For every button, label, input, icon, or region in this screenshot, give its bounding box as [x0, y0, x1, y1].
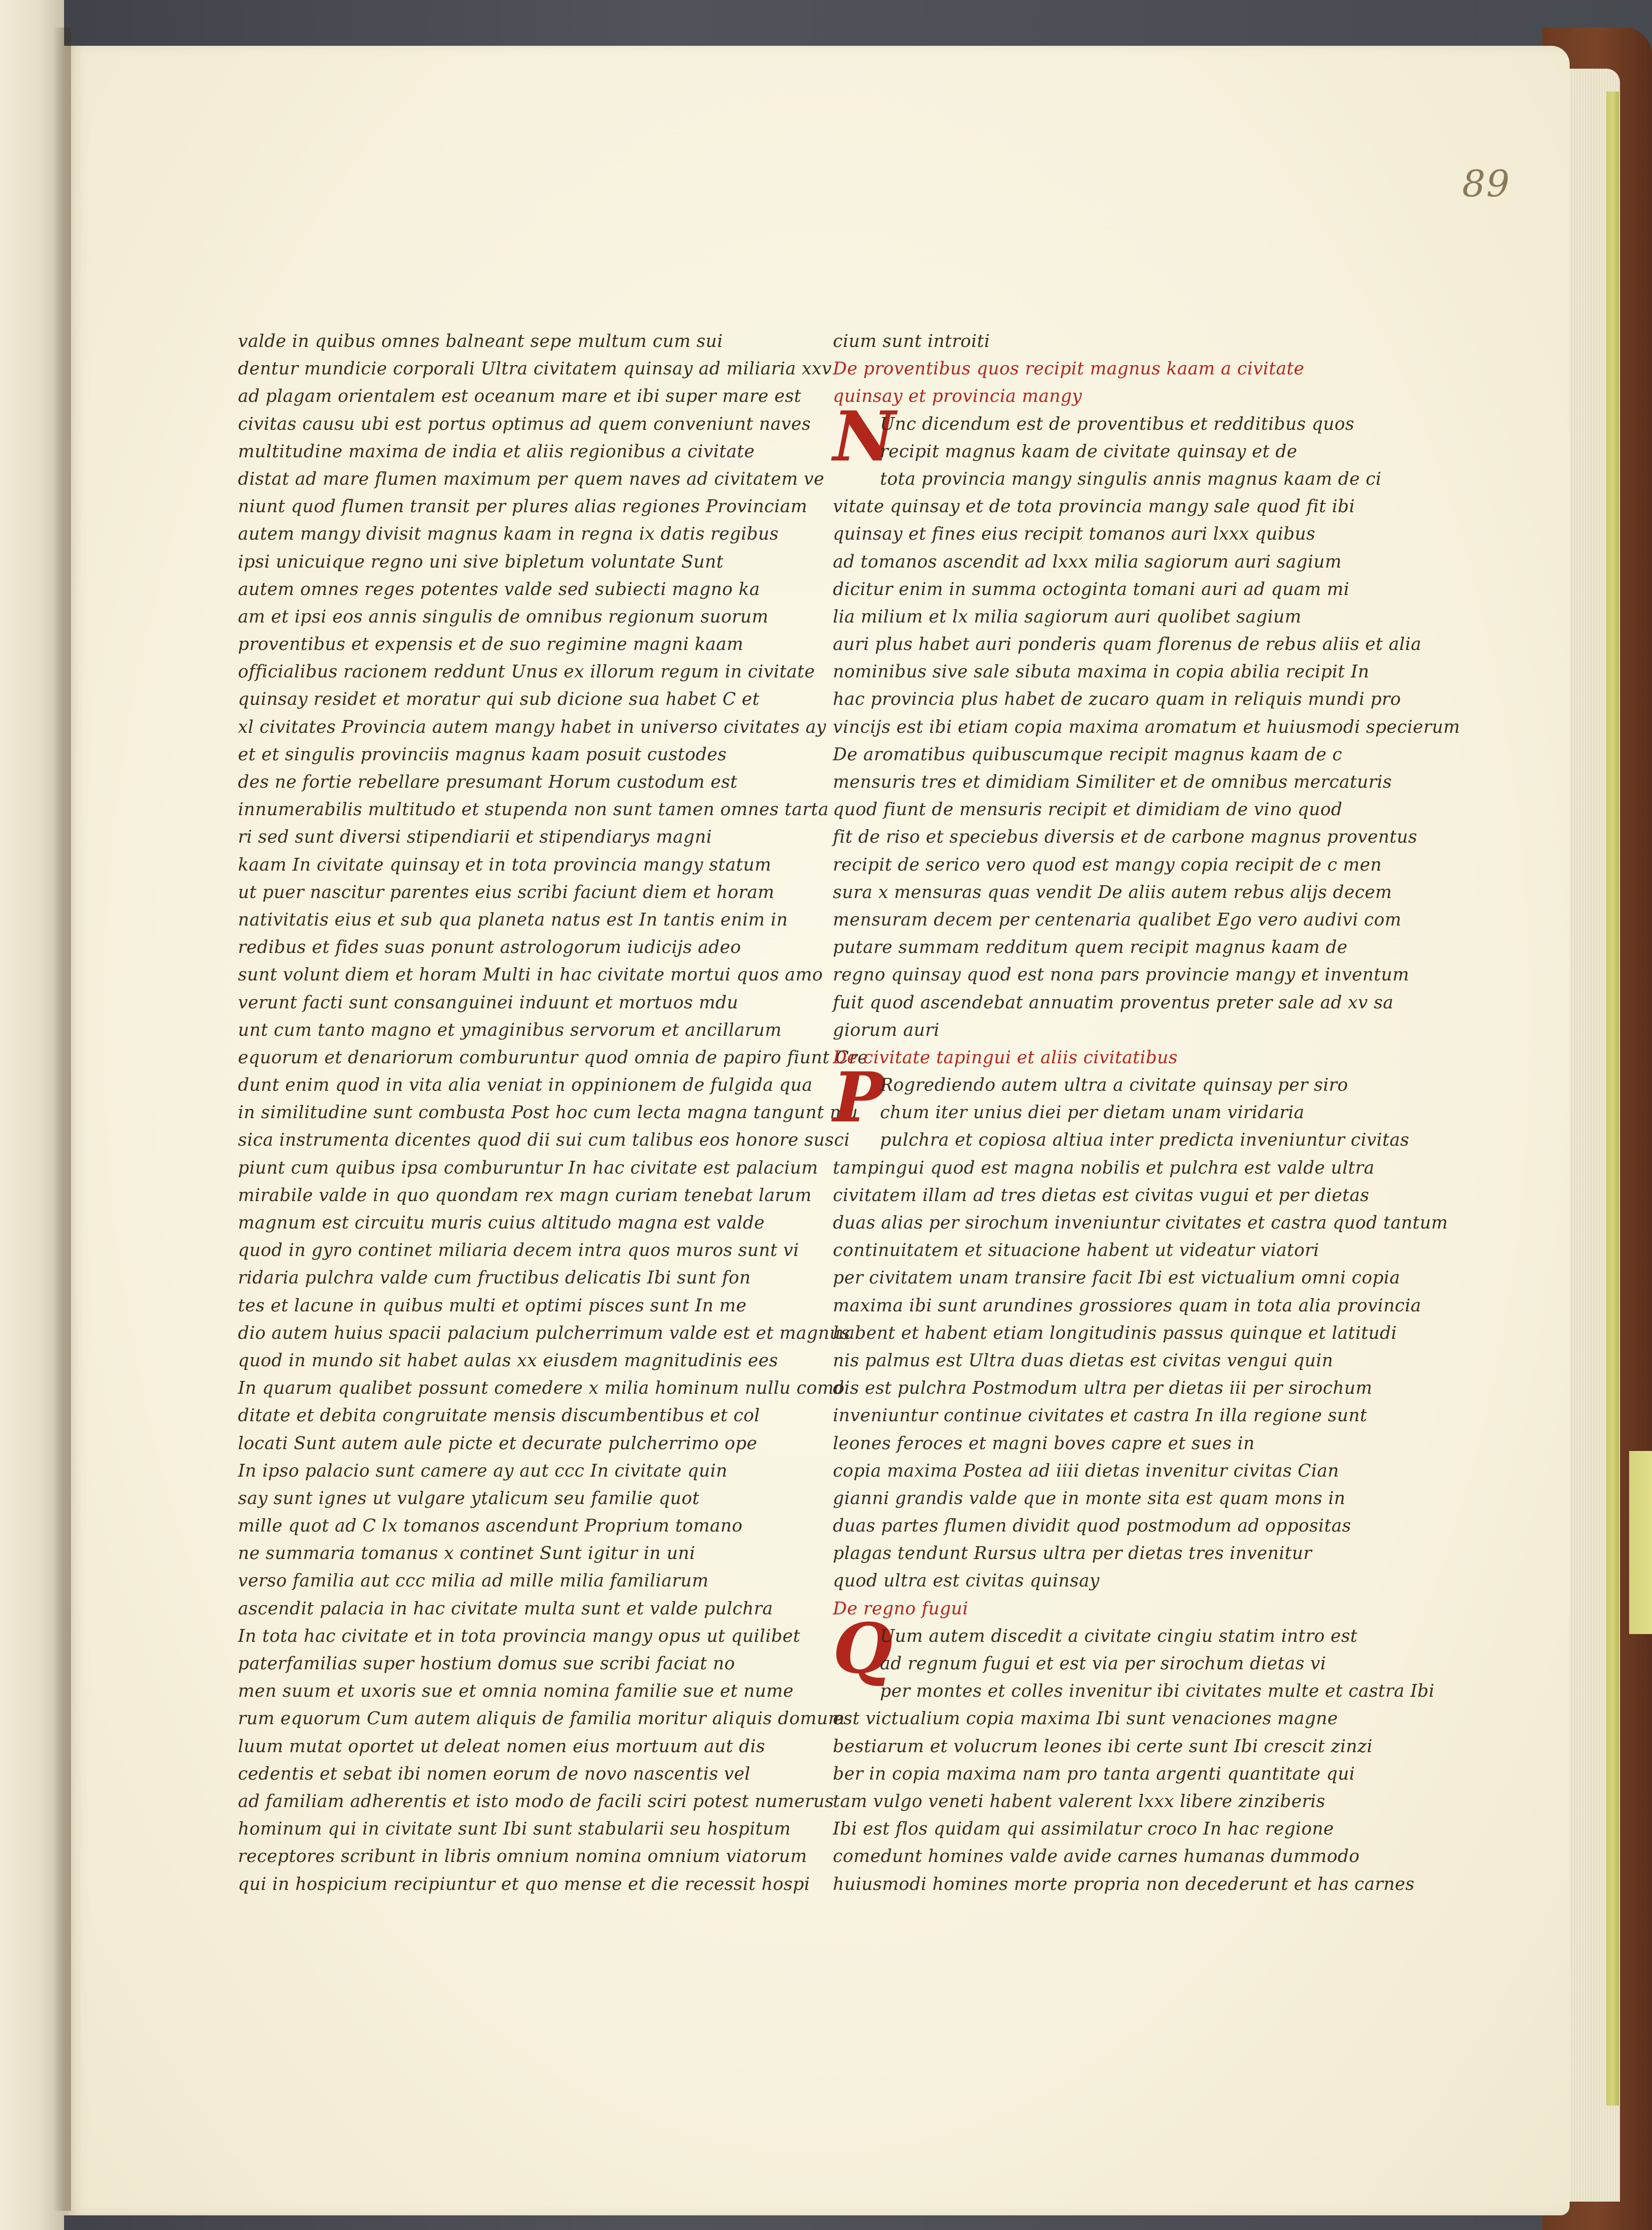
text-line: plagas tendunt Rursus ultra per dietas tres invenitur — [833, 1543, 1312, 1564]
text-line: maxima ibi sunt arundines grossiores quam in tota alia provincia — [833, 1295, 1421, 1315]
text-line: ut puer nascitur parentes eius scribi faciunt diem et horam — [238, 882, 775, 902]
text-line: sura x mensuras quas vendit De aliis autem rebus alijs decem — [833, 882, 1392, 902]
text-line: multitudine maxima de india et aliis regionibus a civitate — [238, 441, 755, 461]
rubric-heading: De regno fugui — [833, 1598, 968, 1618]
text-line: In tota hac civitate et in tota provincia mangy opus ut quilibet — [238, 1625, 800, 1646]
text-line: am et ipsi eos annis singulis de omnibus regionum suorum — [238, 606, 769, 627]
text-line: civitas causu ubi est portus optimus ad quem conveniunt naves — [238, 413, 811, 434]
text-line: valde in quibus omnes balneant sepe multum cum sui — [238, 331, 723, 351]
text-line: recipit de serico vero quod est mangy copia recipit de c men — [833, 854, 1382, 875]
text-line: ad regnum fugui et est via per sirochum dietas vi — [880, 1653, 1326, 1673]
text-line: recipit magnus kaam de civitate quinsay et de — [880, 441, 1297, 461]
text-line: bestiarum et volucrum leones ibi certe sunt Ibi crescit zinzi — [833, 1736, 1373, 1756]
text-line: tes et lacune in quibus multi et optimi pisces sunt In me — [238, 1295, 747, 1315]
text-line: receptores scribunt in libris omnium nomina omnium viatorum — [238, 1846, 807, 1867]
text-line: Rogrediendo autem ultra a civitate quinsay per siro — [880, 1075, 1348, 1095]
text-line: fit de riso et speciebus diversis et de carbone magnus proventus — [833, 827, 1418, 847]
text-line: qui in hospicium recipiuntur et quo mense et die recessit hospi — [238, 1873, 810, 1894]
text-line: vincijs est ibi etiam copia maxima aromatum et huiusmodi specierum — [833, 716, 1460, 737]
gutter-shadow — [53, 27, 71, 2211]
text-line: per montes et colles invenitur ibi civitates multe et castra Ibi — [880, 1681, 1435, 1701]
text-line: quod fiunt de mensuris recipit et dimidiam de vino quod — [833, 799, 1343, 820]
text-line: fuit quod ascendebat annuatim proventus preter sale ad xv sa — [833, 992, 1394, 1012]
text-line: autem omnes reges potentes valde sed subiecti magno ka — [238, 579, 760, 599]
text-line: In ipso palacio sunt camere ay aut ccc In civitate quin — [238, 1460, 728, 1481]
text-line: et et singulis provinciis magnus kaam posuit custodes — [238, 744, 727, 764]
text-line: regno quinsay quod est nona pars provincie mangy et inventum — [833, 964, 1409, 985]
text-line: mensuram decem per centenaria qualibet Ego vero audivi com — [833, 909, 1402, 930]
rubric-heading: quinsay et provincia mangy — [833, 386, 1082, 406]
text-line: per civitatem unam transire facit Ibi est victualium omni copia — [833, 1267, 1400, 1288]
text-line: officialibus racionem reddunt Unus ex illorum regum in civitate — [238, 661, 815, 682]
text-line: nominibus sive sale sibuta maxima in copia abilia recipit In — [833, 661, 1370, 682]
text-line: men suum et uxoris sue et omnia nomina familie sue et nume — [238, 1681, 794, 1701]
text-line: chum iter unius diei per dietam unam viridaria — [880, 1102, 1305, 1123]
text-line: ad plagam orientalem est oceanum mare et ibi super mare est — [238, 386, 802, 406]
text-line: piunt cum quibus ipsa comburuntur In hac civitate est palacium — [238, 1157, 818, 1178]
text-line: ipsi unicuique regno uni sive bipletum voluntate Sunt — [238, 551, 724, 572]
text-line: dio autem huius spacii palacium pulcherrimum valde est et magnus — [238, 1322, 850, 1343]
text-line: tam vulgo veneti habent valerent lxxx libere zinziberis — [833, 1791, 1326, 1811]
right-text-column — [833, 327, 1460, 1898]
text-line: putare summam redditum quem recipit magnus kaam de — [833, 937, 1348, 958]
text-line: auri plus habet auri ponderis quam florenus de rebus aliis et alia — [833, 634, 1422, 655]
text-line: ri sed sunt diversi stipendiarii et stipendiarys magni — [238, 827, 712, 847]
text-line: comedunt homines valde avide carnes humanas dummodo — [833, 1846, 1360, 1867]
text-line: nis palmus est Ultra duas dietas est civitas vengui quin — [833, 1350, 1333, 1370]
text-line: in similitudine sunt combusta Post hoc cum lecta magna tangunt mu — [238, 1102, 858, 1123]
text-line: ber in copia maxima nam pro tanta argenti quantitate qui — [833, 1763, 1355, 1784]
text-line: ditate et debita congruitate mensis discumbentibus et col — [238, 1405, 760, 1426]
text-line: dicitur enim in summa octoginta tomani auri ad quam mi — [833, 579, 1350, 599]
text-line: Ibi est flos quidam qui assimilatur croco In hac regione — [833, 1819, 1334, 1839]
text-line: est victualium copia maxima Ibi sunt venaciones magne — [833, 1708, 1338, 1729]
green-page-edge — [1606, 92, 1619, 2106]
text-line: copia maxima Postea ad iiii dietas invenitur civitas Cian — [833, 1460, 1339, 1481]
text-line: distat ad mare flumen maximum per quem naves ad civitatem ve — [238, 468, 825, 489]
text-line: autem mangy divisit magnus kaam in regna ix datis regibus — [238, 524, 779, 544]
text-line: ad tomanos ascendit ad lxxx milia sagiorum auri sagium — [833, 551, 1342, 572]
text-line: habent et habent etiam longitudinis passus quinque et latitudi — [833, 1322, 1397, 1343]
text-line: dentur mundicie corporali Ultra civitatem quinsay ad miliaria xxv — [238, 358, 832, 379]
text-line: innumerabilis multitudo et stupenda non sunt tamen omnes tarta — [238, 799, 829, 820]
drop-initial: Q — [833, 1608, 893, 1689]
text-line: verso familia aut ccc milia ad mille milia familiarum — [238, 1570, 709, 1591]
text-line: luum mutat oportet ut deleat nomen eius mortuum aut dis — [238, 1736, 766, 1756]
text-line: quinsay residet et moratur qui sub dicione sua habet C et — [238, 689, 760, 709]
text-line: gianni grandis valde que in monte sita est quam mons in — [833, 1488, 1346, 1508]
text-line: ad familiam adherentis et isto modo de facili sciri potest numerus — [238, 1791, 834, 1811]
text-line: tampingui quod est magna nobilis et pulchra est valde ultra — [833, 1157, 1375, 1178]
text-line: des ne fortie rebellare presumant Horum custodum est — [238, 772, 738, 792]
text-line: proventibus et expensis et de suo regimine magni kaam — [238, 634, 744, 655]
text-line: xl civitates Provincia autem mangy habet in universo civitates ay — [238, 716, 826, 737]
text-line: pulchra et copiosa altiua inter predicta inveniuntur civitas — [880, 1130, 1409, 1150]
text-line: De aromatibus quibuscumque recipit magnus kaam de c — [833, 744, 1343, 764]
text-line: niunt quod flumen transit per plures alias regiones Provinciam — [238, 496, 808, 517]
text-line: giorum auri — [833, 1019, 940, 1040]
text-line: cedentis et sebat ibi nomen eorum de novo nascentis vel — [238, 1763, 750, 1784]
text-line: ne summaria tomanus x continet Sunt igitur in uni — [238, 1543, 696, 1564]
text-line: hac provincia plus habet de zucaro quam in reliquis mundi pro — [833, 689, 1401, 709]
text-line: mensuris tres et dimidiam Similiter et de omnibus mercaturis — [833, 772, 1392, 792]
text-line: quinsay et fines eius recipit tomanos auri lxxx quibus — [833, 524, 1316, 544]
text-line: locati Sunt autem aule picte et decurate pulcherrimo ope — [238, 1433, 757, 1453]
text-line: quod in gyro continet miliaria decem intra quos muros sunt vi — [238, 1240, 799, 1261]
text-line: tota provincia mangy singulis annis magnus kaam de ci — [880, 468, 1382, 489]
text-line: vitate quinsay et de tota provincia mangy sale quod fit ibi — [833, 496, 1355, 517]
text-line: quod ultra est civitas quinsay — [833, 1570, 1100, 1591]
text-line: redibus et fides suas ponunt astrologorum iudicijs adeo — [238, 937, 741, 958]
text-line: huiusmodi homines morte propria non decederunt et has carnes — [833, 1873, 1415, 1894]
text-line: duas alias per sirochum inveniuntur civitates et castra quod tantum — [833, 1212, 1448, 1233]
text-line: say sunt ignes ut vulgare ytalicum seu familie quot — [238, 1488, 700, 1508]
folio-number: 89 — [1462, 162, 1511, 205]
bookmark-tab — [1629, 1451, 1652, 1634]
text-line: dunt enim quod in vita alia veniat in oppinionem de fulgida qua — [238, 1075, 813, 1095]
text-line: ridaria pulchra valde cum fructibus delicatis Ibi sunt fon — [238, 1267, 751, 1288]
drop-initial: N — [833, 396, 896, 477]
text-line: verunt facti sunt consanguinei induunt et mortuos mdu — [238, 992, 739, 1012]
text-line: hominum qui in civitate sunt Ibi sunt stabularii seu hospitum — [238, 1819, 791, 1839]
text-line: rum equorum Cum autem aliquis de familia moritur aliquis domum — [238, 1708, 845, 1729]
rubric-heading: De civitate tapingui et aliis civitatibus — [833, 1047, 1178, 1067]
text-line: paterfamilias super hostium domus sue scribi faciat no — [238, 1653, 735, 1673]
rubric-heading: De proventibus quos recipit magnus kaam a civitate — [833, 358, 1305, 379]
text-line: sunt volunt diem et horam Multi in hac civitate mortui quos amo — [238, 964, 823, 985]
text-line: civitatem illam ad tres dietas est civitas vugui et per dietas — [833, 1185, 1370, 1205]
text-line: unt cum tanto magno et ymaginibus servorum et ancillarum — [238, 1019, 782, 1040]
text-line: leones feroces et magni boves capre et sues in — [833, 1433, 1255, 1453]
drop-initial: P — [833, 1057, 885, 1138]
text-line: continuitatem et situacione habent ut videatur viatori — [833, 1240, 1319, 1261]
text-line: quod in mundo sit habet aulas xx eiusdem magnitudinis ees — [238, 1350, 778, 1370]
left-text-column — [238, 327, 868, 1898]
text-line: ascendit palacia in hac civitate multa sunt et valde pulchra — [238, 1598, 773, 1618]
text-line: equorum et denariorum comburuntur quod omnia de papiro fiunt Cre — [238, 1047, 868, 1067]
text-line: sica instrumenta dicentes quod dii sui cum talibus eos honore susci — [238, 1130, 850, 1150]
text-line: nativitatis eius et sub qua planeta natus est In tantis enim in — [238, 909, 788, 930]
text-line: cium sunt introiti — [833, 331, 990, 351]
text-line: inveniuntur continue civitates et castra In illa regione sunt — [833, 1405, 1367, 1426]
text-line: mille quot ad C lx tomanos ascendunt Proprium tomano — [238, 1516, 743, 1536]
text-line: dis est pulchra Postmodum ultra per dietas iii per sirochum — [833, 1378, 1372, 1398]
text-line: lia milium et lx milia sagiorum auri quolibet sagium — [833, 606, 1301, 627]
text-line: In quarum qualibet possunt comedere x milia hominum nullu como — [238, 1378, 845, 1398]
text-line: Unc dicendum est de proventibus et redditibus quos — [880, 413, 1355, 434]
text-line: duas partes flumen dividit quod postmodum ad oppositas — [833, 1516, 1351, 1536]
text-line: Uum autem discedit a civitate cingiu statim intro est — [880, 1625, 1358, 1646]
text-line: magnum est circuitu muris cuius altitudo magna est valde — [238, 1212, 765, 1233]
text-line: mirabile valde in quo quondam rex magn curiam tenebat larum — [238, 1185, 812, 1205]
text-line: kaam In civitate quinsay et in tota provincia mangy statum — [238, 854, 772, 875]
